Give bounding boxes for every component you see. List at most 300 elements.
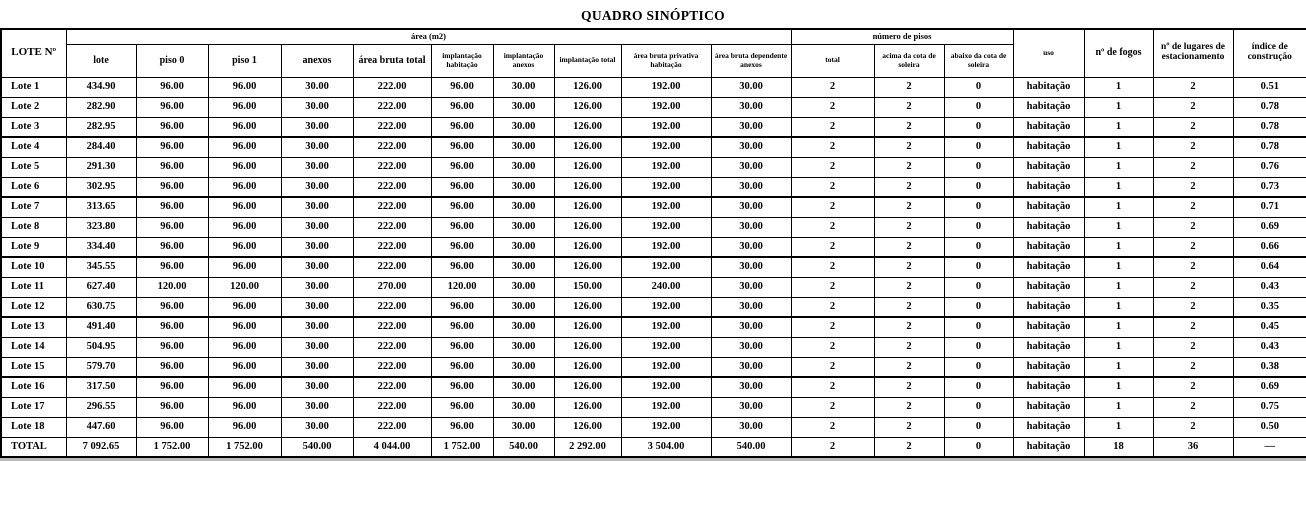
table-cell: 313.65 [66,197,136,217]
table-cell: 2 [874,317,944,337]
table-cell: 30.00 [493,337,554,357]
table-cell: 96.00 [136,217,208,237]
table-cell: 126.00 [554,377,621,397]
table-cell: habitação [1013,317,1084,337]
row-label: Lote 18 [1,417,66,437]
table-cell: 2 [791,237,874,257]
table-cell: 2 [791,357,874,377]
table-row [1,117,1306,137]
table-cell: 0 [944,377,1013,397]
table-cell: 0.35 [1233,297,1306,317]
table-cell: 2 [874,117,944,137]
table-cell: 0 [944,277,1013,297]
table-cell: 222.00 [353,117,431,137]
table-header [1,29,1306,77]
row-label: Lote 7 [1,197,66,217]
table-cell: 222.00 [353,137,431,157]
table-cell: 2 292.00 [554,437,621,457]
table-cell: 96.00 [136,257,208,277]
table-cell: 0.78 [1233,137,1306,157]
table-cell: 96.00 [208,217,281,237]
table-cell: 2 [791,197,874,217]
table-cell: 30.00 [281,377,353,397]
table-cell: 126.00 [554,217,621,237]
table-cell: 192.00 [621,77,711,97]
table-cell: 96.00 [431,297,493,317]
table-cell: 1 [1084,417,1153,437]
table-cell: 96.00 [136,317,208,337]
table-row [1,337,1306,357]
table-cell: 96.00 [431,77,493,97]
table-cell: 334.40 [66,237,136,257]
table-cell: 192.00 [621,357,711,377]
table-cell: 296.55 [66,397,136,417]
table-cell: 96.00 [431,197,493,217]
table-cell: 126.00 [554,197,621,217]
table-cell: 2 [791,177,874,197]
table-cell: 30.00 [493,417,554,437]
table-cell: 4 044.00 [353,437,431,457]
table-cell: 192.00 [621,417,711,437]
table-cell: 1 [1084,377,1153,397]
table-cell: 96.00 [208,117,281,137]
table-cell: 2 [791,257,874,277]
table-cell: 2 [874,297,944,317]
table-cell: 30.00 [281,137,353,157]
table-cell: 2 [874,377,944,397]
table-row [1,157,1306,177]
table-cell: habitação [1013,237,1084,257]
table-cell: habitação [1013,117,1084,137]
table-cell: 284.40 [66,137,136,157]
table-cell: 30.00 [281,397,353,417]
table-cell: 30.00 [493,377,554,397]
table-cell: 96.00 [431,157,493,177]
table-cell: 2 [1153,177,1233,197]
table-cell: 30.00 [493,257,554,277]
table-cell: 222.00 [353,97,431,117]
table-cell: 2 [1153,157,1233,177]
table-cell: 2 [1153,417,1233,437]
table-cell: habitação [1013,337,1084,357]
table-cell: 30.00 [711,337,791,357]
table-cell: 491.40 [66,317,136,337]
table-cell: 0 [944,357,1013,377]
table-cell: 96.00 [208,157,281,177]
table-cell: 96.00 [208,137,281,157]
table-cell: 30.00 [493,157,554,177]
table-cell: 30.00 [281,337,353,357]
table-cell: 434.90 [66,77,136,97]
table-cell: 0 [944,117,1013,137]
table-cell: 0 [944,177,1013,197]
row-label: Lote 17 [1,397,66,417]
table-row [1,97,1306,117]
table-cell: 0.75 [1233,397,1306,417]
table-cell: 345.55 [66,257,136,277]
table-cell: 2 [791,337,874,357]
table-cell: 1 [1084,137,1153,157]
table-cell: 222.00 [353,417,431,437]
table-cell: 192.00 [621,117,711,137]
table-cell: habitação [1013,397,1084,417]
table-cell: 96.00 [208,97,281,117]
table-cell: 126.00 [554,237,621,257]
table-cell: 96.00 [136,297,208,317]
table-row [1,357,1306,377]
table-cell: 0.43 [1233,277,1306,297]
table-cell: 1 [1084,97,1153,117]
table-cell: habitação [1013,137,1084,157]
table-cell: 126.00 [554,137,621,157]
table-cell: 0 [944,77,1013,97]
col-header-lote-no: LOTE Nº [1,29,66,77]
table-cell: 222.00 [353,397,431,417]
table-cell: habitação [1013,357,1084,377]
table-cell: 96.00 [136,397,208,417]
table-cell: 2 [874,177,944,197]
table-cell: 30.00 [493,137,554,157]
table-cell: 302.95 [66,177,136,197]
col-header-uso: uso [1013,29,1084,77]
table-cell: 30.00 [493,197,554,217]
table-cell: 2 [1153,137,1233,157]
table-cell: 30.00 [281,317,353,337]
table-cell: 192.00 [621,297,711,317]
table-cell: 222.00 [353,377,431,397]
table-cell: 30.00 [711,97,791,117]
table-cell: 96.00 [136,417,208,437]
table-cell: 30.00 [281,257,353,277]
col-header-n-fogos: nº de fogos [1084,29,1153,77]
table-cell: 0 [944,417,1013,437]
table-cell: 126.00 [554,157,621,177]
table-cell: 282.95 [66,117,136,137]
table-cell: 2 [874,357,944,377]
group-header-numero-pisos: número de pisos [791,29,1013,44]
table-row [1,417,1306,437]
table-cell: 1 [1084,177,1153,197]
table-cell: 30.00 [711,257,791,277]
table-cell: 30.00 [711,197,791,217]
table-cell: 2 [791,317,874,337]
row-label: Lote 3 [1,117,66,137]
table-cell: 96.00 [431,177,493,197]
table-cell: 96.00 [431,137,493,157]
table-cell: 96.00 [208,177,281,197]
table-cell: 2 [874,217,944,237]
table-cell: 2 [874,397,944,417]
table-cell: 504.95 [66,337,136,357]
table-cell: 30.00 [493,277,554,297]
table-cell: 96.00 [136,377,208,397]
table-cell: 1 [1084,117,1153,137]
table-cell: 0.73 [1233,177,1306,197]
col-header-piso-0: piso 0 [136,44,208,77]
table-cell: 2 [1153,357,1233,377]
table-cell: 447.60 [66,417,136,437]
table-row [1,197,1306,217]
table-cell: 30.00 [281,417,353,437]
col-header-implantacao-habitacao: implantação habitação [431,44,493,77]
table-cell: habitação [1013,277,1084,297]
table-cell: 222.00 [353,257,431,277]
table-cell: 96.00 [208,337,281,357]
col-header-indice-construcao: índice de construção [1233,29,1306,77]
col-header-abaixo-cota-soleira: abaixo da cota de soleira [944,44,1013,77]
table-cell: 2 [791,97,874,117]
table-cell: 0.66 [1233,237,1306,257]
table-cell: 2 [1153,197,1233,217]
row-label: Lote 8 [1,217,66,237]
table-cell: 30.00 [711,137,791,157]
table-cell: 30.00 [711,317,791,337]
table-cell: 0.64 [1233,257,1306,277]
table-cell: 2 [1153,337,1233,357]
table-cell: 2 [791,217,874,237]
table-cell: 0 [944,97,1013,117]
table-cell: 0 [944,217,1013,237]
table-row [1,377,1306,397]
table-cell: 126.00 [554,317,621,337]
table-cell: 0 [944,317,1013,337]
row-label: Lote 13 [1,317,66,337]
table-cell: 96.00 [136,357,208,377]
table-cell: 96.00 [208,417,281,437]
table-cell: 192.00 [621,177,711,197]
table-cell: 2 [791,137,874,157]
table-cell: 192.00 [621,317,711,337]
table-cell: 317.50 [66,377,136,397]
table-cell: 96.00 [208,257,281,277]
table-cell: 96.00 [431,417,493,437]
table-cell: 30.00 [711,397,791,417]
table-cell: 222.00 [353,237,431,257]
table-cell: 126.00 [554,177,621,197]
table-cell: 2 [1153,297,1233,317]
table-cell: 192.00 [621,397,711,417]
table-cell: 30.00 [281,197,353,217]
table-cell: 96.00 [136,97,208,117]
row-label: Lote 2 [1,97,66,117]
table-cell: 0.76 [1233,157,1306,177]
col-header-area-bruta-dependente: área bruta dependente anexos [711,44,791,77]
table-cell: 579.70 [66,357,136,377]
table-cell: 192.00 [621,137,711,157]
table-cell: 0.69 [1233,217,1306,237]
table-cell: 120.00 [208,277,281,297]
table-cell: 30.00 [493,97,554,117]
table-row [1,317,1306,337]
col-header-implantacao-total: implantação total [554,44,621,77]
table-cell: 30.00 [493,117,554,137]
table-cell: habitação [1013,257,1084,277]
table-cell: 1 [1084,157,1153,177]
table-cell: 96.00 [431,397,493,417]
table-cell: 1 [1084,277,1153,297]
table-cell: 30.00 [711,217,791,237]
table-cell: 0 [944,197,1013,217]
table-cell: 2 [791,437,874,457]
table-cell: 96.00 [208,197,281,217]
table-cell: 96.00 [136,337,208,357]
table-cell: 2 [874,97,944,117]
table-cell: 30.00 [711,177,791,197]
table-cell: 96.00 [136,237,208,257]
table-cell: 30.00 [281,357,353,377]
table-cell: 2 [874,337,944,357]
table-cell: 0.71 [1233,197,1306,217]
row-label: Lote 11 [1,277,66,297]
table-cell: 96.00 [431,377,493,397]
table-body [1,77,1306,457]
row-label: Lote 5 [1,157,66,177]
row-label: Lote 9 [1,237,66,257]
col-header-lugares-estacionamento: nº de lugares de estacionamento [1153,29,1233,77]
table-row [1,177,1306,197]
table-cell: habitação [1013,97,1084,117]
table-cell: 96.00 [136,157,208,177]
table-cell: 30.00 [493,297,554,317]
table-cell: 1 [1084,77,1153,97]
table-cell: — [1233,437,1306,457]
table-cell: 0.78 [1233,117,1306,137]
table-cell: 240.00 [621,277,711,297]
col-header-implantacao-anexos: implantação anexos [493,44,554,77]
total-row [1,437,1306,457]
table-cell: 1 752.00 [208,437,281,457]
header-group-row [1,29,1306,44]
table-cell: 126.00 [554,397,621,417]
table-cell: 222.00 [353,177,431,197]
table-cell: 96.00 [431,337,493,357]
table-cell: 1 [1084,337,1153,357]
table-cell: habitação [1013,77,1084,97]
table-cell: 2 [874,157,944,177]
table-cell: 0 [944,257,1013,277]
table-cell: 2 [1153,97,1233,117]
table-cell: 0.69 [1233,377,1306,397]
row-label: Lote 16 [1,377,66,397]
table-cell: 540.00 [711,437,791,457]
table-cell: 2 [874,77,944,97]
table-cell: 30.00 [281,237,353,257]
table-cell: 0.51 [1233,77,1306,97]
table-cell: 120.00 [431,277,493,297]
table-cell: 270.00 [353,277,431,297]
table-cell: 0 [944,157,1013,177]
table-cell: 0 [944,437,1013,457]
table-cell: 2 [791,397,874,417]
table-cell: 30.00 [281,297,353,317]
table-cell: habitação [1013,197,1084,217]
table-cell: 0 [944,137,1013,157]
table-cell: habitação [1013,157,1084,177]
col-header-lote: lote [66,44,136,77]
table-cell: 2 [791,157,874,177]
table-cell: 627.40 [66,277,136,297]
table-cell: 96.00 [431,257,493,277]
table-cell: 0 [944,397,1013,417]
table-cell: 126.00 [554,357,621,377]
col-header-acima-cota-soleira: acima da cota de soleira [874,44,944,77]
col-header-area-bruta-privativa: área bruta privativa habitação [621,44,711,77]
table-cell: 150.00 [554,277,621,297]
table-cell: 222.00 [353,217,431,237]
table-cell: 30.00 [493,217,554,237]
table-cell: 30.00 [493,357,554,377]
table-cell: 96.00 [136,77,208,97]
table-cell: 2 [874,277,944,297]
table-cell: 2 [1153,77,1233,97]
table-cell: 222.00 [353,297,431,317]
table-cell: 2 [791,377,874,397]
table-cell: 96.00 [431,317,493,337]
table-cell: 1 752.00 [431,437,493,457]
group-header-area-m2: área (m2) [66,29,791,44]
table-cell: 2 [1153,397,1233,417]
table-cell: 2 [1153,317,1233,337]
table-cell: 18 [1084,437,1153,457]
table-cell: 222.00 [353,337,431,357]
table-cell: 30.00 [493,397,554,417]
table-cell: 30.00 [493,317,554,337]
table-cell: 1 [1084,317,1153,337]
table-cell: 0.43 [1233,337,1306,357]
table-cell: 1 [1084,237,1153,257]
table-row [1,297,1306,317]
table-cell: habitação [1013,217,1084,237]
table-cell: 2 [1153,257,1233,277]
synoptic-table [0,28,1306,458]
table-cell: 222.00 [353,77,431,97]
table-cell: 30.00 [493,77,554,97]
table-cell: 2 [874,197,944,217]
table-cell: 96.00 [431,237,493,257]
table-cell: 96.00 [136,197,208,217]
row-label: Lote 4 [1,137,66,157]
row-label: Lote 1 [1,77,66,97]
table-cell: 222.00 [353,157,431,177]
table-cell: 30.00 [711,237,791,257]
table-cell: habitação [1013,377,1084,397]
table-cell: 30.00 [493,237,554,257]
table-cell: habitação [1013,297,1084,317]
table-cell: 2 [1153,237,1233,257]
table-cell: 192.00 [621,217,711,237]
table-cell: 291.30 [66,157,136,177]
table-cell: 96.00 [431,117,493,137]
table-cell: 2 [791,417,874,437]
row-label: Lote 15 [1,357,66,377]
table-row [1,217,1306,237]
table-cell: 192.00 [621,377,711,397]
table-cell: 96.00 [208,297,281,317]
table-cell: 30.00 [711,157,791,177]
table-cell: 323.80 [66,217,136,237]
table-cell: 2 [791,117,874,137]
row-label: Lote 6 [1,177,66,197]
table-cell: 2 [874,137,944,157]
table-cell: 96.00 [208,317,281,337]
table-cell: 1 [1084,257,1153,277]
table-cell: 3 504.00 [621,437,711,457]
table-cell: 96.00 [431,357,493,377]
table-cell: 126.00 [554,257,621,277]
table-cell: 126.00 [554,297,621,317]
table-row [1,397,1306,417]
table-cell: 1 [1084,197,1153,217]
